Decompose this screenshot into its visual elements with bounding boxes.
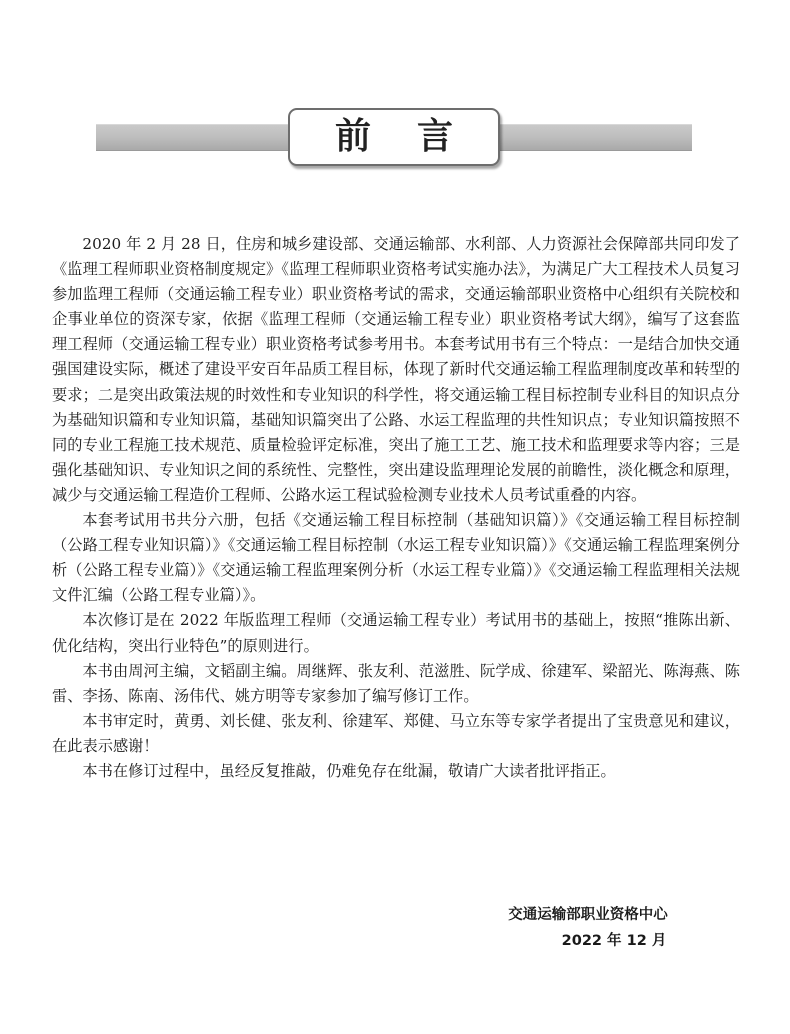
signature-date: 2022 年 12 月 [561,933,667,949]
signature-organization: 交通运输部职业资格中心 [508,907,668,923]
page-title: 前言 [334,116,499,157]
title-box [288,108,500,166]
signature-block [468,902,708,954]
preface-body [52,232,740,784]
paragraph-book-list: 本套考试用书共分六册，包括《交通运输工程目标控制（基础知识篇）》《交通运输工程目标控制（公路工程专业知识篇）》《交通运输工程目标控制（水运工程专业知识篇）》《交通运输工程监理案例分析（公路工程专业篇）》《交通运输工程监理案例分析（水运工程专业篇）》《交通运输工程监理相关法规文件汇编（公路工程专业篇）》。 [52,511,740,605]
header-banner [0,0,790,190]
paragraph-reviewers: 本书审定时，黄勇、刘长健、张友利、徐建军、郑健、马立东等专家学者提出了宝贵意见和建议，在此表示感谢！ [52,711,740,755]
paragraph-editors: 本书由周河主编，文韬副主编。周继辉、张友利、范滋胜、阮学成、徐建军、梁韶光、陈海燕、陈雷、李扬、陈南、汤伟代、姚方明等专家参加了编写修订工作。 [52,661,740,705]
paragraph-closing: 本书在修订过程中，虽经反复推敲，仍难免存在纰漏，敬请广大读者批评指正。 [82,761,616,780]
paragraph-revision: 本次修订是在 2022 年版监理工程师（交通运输工程专业）考试用书的基础上，按照“推陈出新、优化结构，突出行业特色”的原则进行。 [52,611,740,655]
paragraph-intro: 2020 年 2 月 28 日，住房和城乡建设部、交通运输部、水利部、人力资源社会保障部共同印发了《监理工程师职业资格制度规定》《监理工程师职业资格考试实施办法》，为满足广大工程技术人员复习参加监理工程师（交通运输工程专业）职业资格考试的需求，交通运输部职业资格中心组织有关院校和企事业单位的资深专家，依据《监理工程师（交通运输工程专业）职业资格考试大纲》，编写了这套监理工程师（交通运输工程专业）职业资格考试参考用书。本套考试用书有三个特点：一是结合加快交通强国建设实际，概述了建设平安百年品质工程目标，体现了新时代交通运输工程监理制度改革和转型的要求；二是突出政策法规的时效性和专业知识的科学性，将交通运输工程目标控制专业科目的知识点分为基础知识篇和专业知识篇，基础知识篇突出了公路、水运工程监理的共性知识点；专业知识篇按照不同的专业工程施工技术规范、质量检验评定标准，突出了施工工艺、施工技术和监理要求等内容；三是强化基础知识、专业知识之间的系统性、完整性，突出建设监理理论发展的前瞻性，淡化概念和原理，减少与交通运输工程造价工程师、公路水运工程试验检测专业技术人员考试重叠的内容。 [52,235,740,504]
